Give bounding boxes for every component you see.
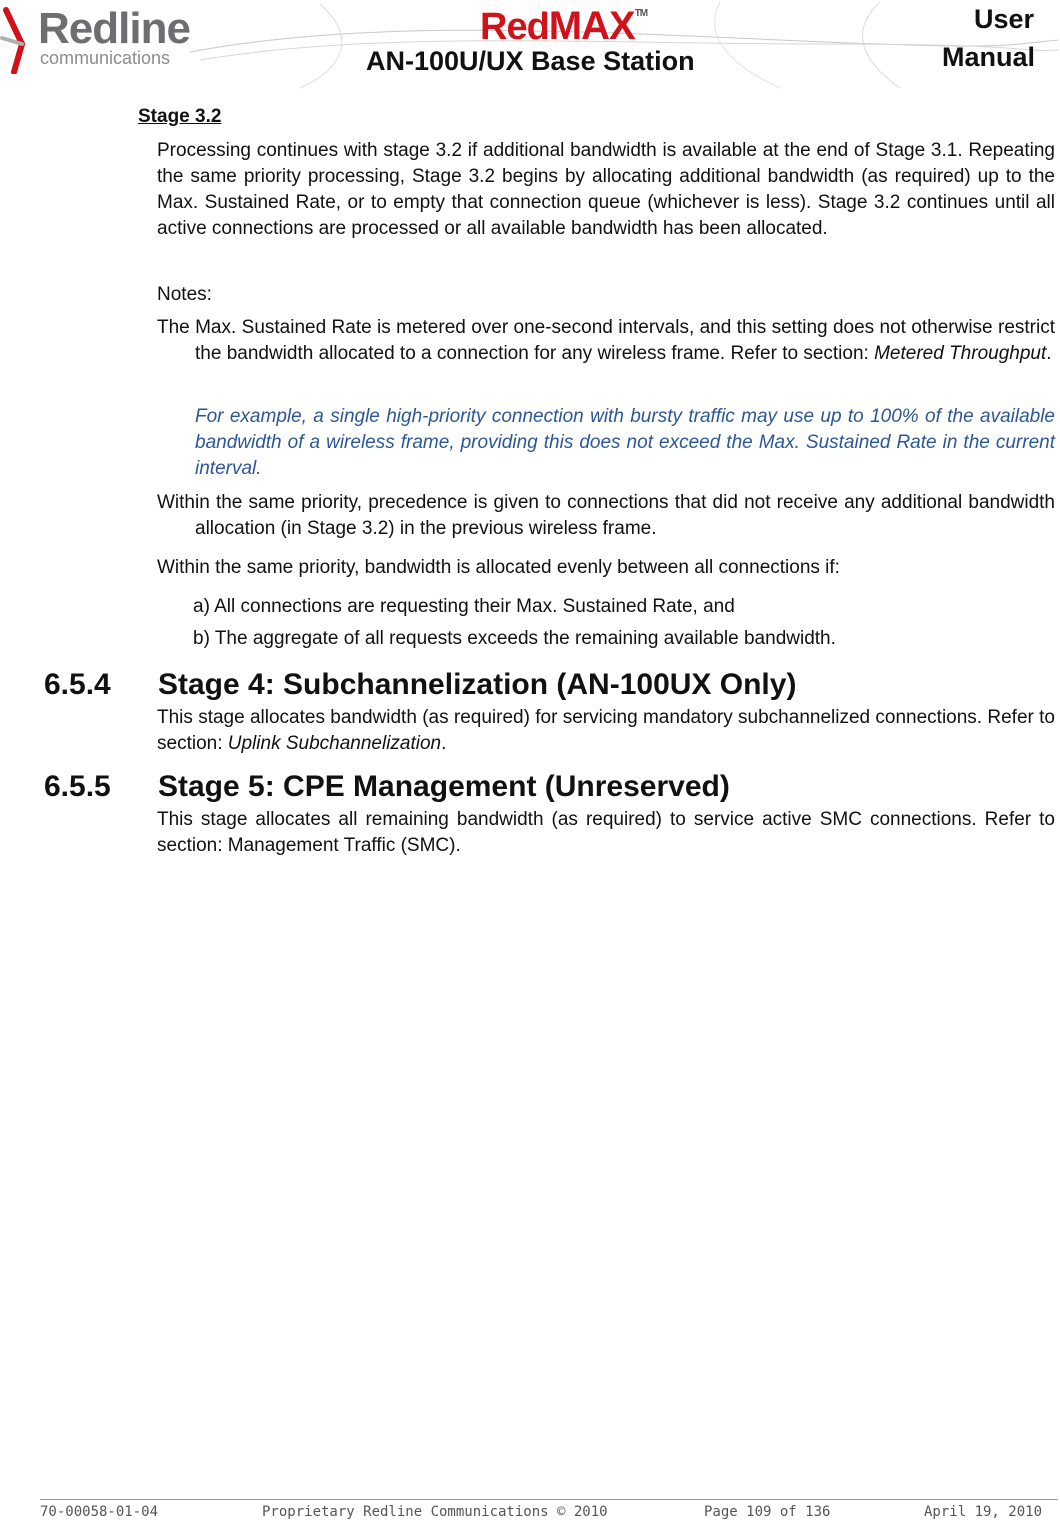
section-6-5-4-heading <box>44 668 796 702</box>
brand-red-text: Red <box>480 6 549 48</box>
section-6-5-4-text: This stage allocates bandwidth (as required) for servicing mandatory subchannelized connections. Refer to section: <box>157 707 1055 754</box>
note-precedence: Within the same priority, precedence is given to connections that did not receive any additional bandwidth allocation (in Stage 3.2) in the previous wireless frame. <box>157 492 1055 539</box>
logo-wordmark: Redline <box>38 4 190 53</box>
section-6-5-5-heading <box>44 770 730 804</box>
stage-3-2-heading: Stage 3.2 <box>138 106 222 127</box>
list-item-b: b) The aggregate of all requests exceeds the remaining available bandwidth. <box>193 628 836 649</box>
page-header <box>0 0 1060 92</box>
metered-throughput-link[interactable]: Metered Throughput <box>874 343 1047 364</box>
uplink-subchannelization-link[interactable]: Uplink Subchannelization <box>227 733 442 754</box>
note-metered <box>157 315 1055 367</box>
footer-divider <box>40 1499 1058 1500</box>
note-metered-text: The Max. Sustained Rate is metered over one-second intervals, and this setting does not otherwise restrict the bandwidth allocated to a connection for any wireless frame. Refer to section: <box>157 317 1055 364</box>
section-6-5-4-body <box>157 705 1055 757</box>
section-6-5-5-title: Stage 5: CPE Management (Unreserved) <box>158 770 730 803</box>
redline-swoosh-icon <box>0 4 40 74</box>
section-6-5-5-body: This stage allocates all remaining bandwidth (as required) to service active SMC connections. Refer to section: Management Traffic (SMC). <box>157 809 1055 856</box>
section-6-5-5-number: 6.5.5 <box>44 770 111 803</box>
redmax-brand <box>480 4 647 49</box>
logo-subtitle: communications <box>40 48 171 68</box>
section-6-5-4-title: Stage 4: Subchannelization (AN-100UX Only) <box>158 668 797 701</box>
footer-page-number: Page 109 of 136 <box>704 1504 831 1520</box>
section-6-5-4-number: 6.5.4 <box>44 668 111 701</box>
note-evenly: Within the same priority, bandwidth is allocated evenly between all connections if: <box>157 557 840 578</box>
footer-doc-number: 70-00058-01-04 <box>40 1504 159 1520</box>
brand-trademark: TM <box>634 8 648 19</box>
doc-type-line1: User <box>974 4 1035 34</box>
example-note: For example, a single high-priority connection with bursty traffic may use up to 100% of the available bandwidth of a wireless frame, providing this does not exceed the Max. Sustained Rate in the current interval. <box>195 406 1055 479</box>
brand-max-text: MAX <box>548 4 635 48</box>
section-6-5-4-end: . <box>441 733 447 754</box>
note-metered-end: . <box>1046 343 1052 364</box>
list-item-a: a) All connections are requesting their Max. Sustained Rate, and <box>193 596 735 617</box>
product-name: AN-100U/UX Base Station <box>366 46 695 76</box>
footer-copyright: Proprietary Redline Communications © 2010 <box>262 1504 608 1520</box>
stage-3-2-paragraph: Processing continues with stage 3.2 if additional bandwidth is available at the end of Stage 3.1. Repeating the same priority processing, Stage 3.2 begins by allocating additional bandwidth (as required) up to the Max. Sustained Rate, or to empty that connection queue (whichever is less). Stage 3.2 continues until all active connections are processed or all available bandwidth has been allocated. <box>157 140 1055 239</box>
notes-label: Notes: <box>157 284 212 305</box>
redline-logo <box>0 4 205 74</box>
doc-type-line2: Manual <box>942 42 1036 72</box>
footer-date: April 19, 2010 <box>924 1504 1043 1520</box>
